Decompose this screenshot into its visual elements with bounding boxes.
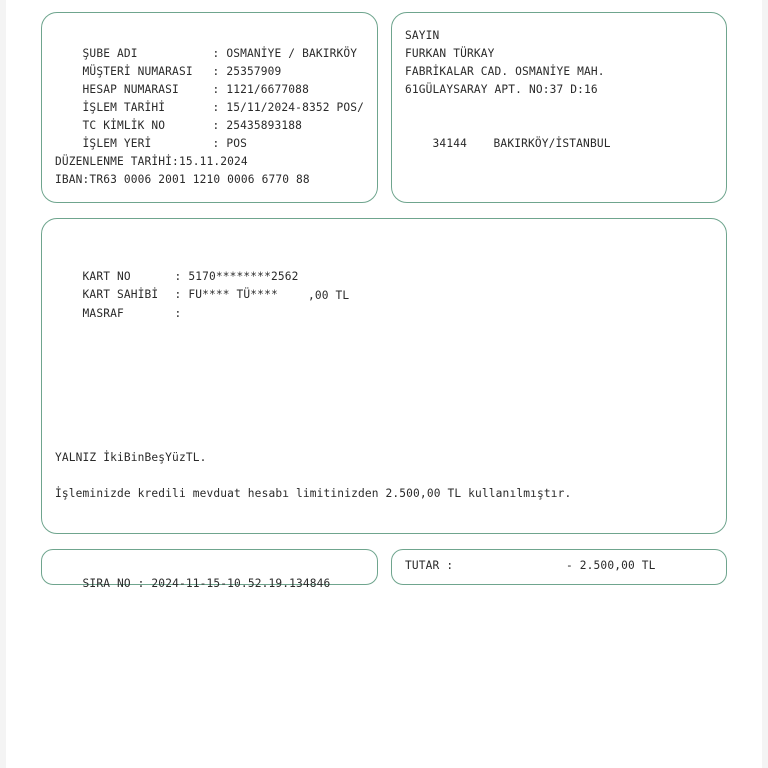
receipt-page bbox=[6, 0, 762, 768]
recipient-box bbox=[391, 12, 727, 203]
customer-number-label: MÜŞTERİ NUMARASI bbox=[82, 65, 193, 78]
colon: : bbox=[174, 270, 189, 283]
fee-row bbox=[55, 287, 181, 341]
sequence-value: 2024-11-15-10.52.19.134846 bbox=[151, 577, 331, 590]
colon: : bbox=[212, 65, 227, 78]
card-holder-label: KART SAHİBİ bbox=[82, 288, 159, 301]
card-holder-value: FU**** TÜ**** bbox=[188, 288, 278, 301]
colon: : bbox=[212, 119, 227, 132]
sequence-row bbox=[55, 557, 330, 611]
colon: : bbox=[212, 101, 227, 114]
sequence-label: SIRA NO : bbox=[82, 577, 145, 590]
transaction-place-label: İŞLEM YERİ bbox=[82, 137, 152, 150]
colon: : bbox=[174, 307, 182, 320]
fee-value: ,00 TL bbox=[308, 289, 350, 302]
national-id-label: TC KİMLİK NO bbox=[82, 119, 166, 132]
customer-number-value: 25357909 bbox=[226, 65, 282, 78]
colon: : bbox=[174, 288, 189, 301]
recipient-postal-row bbox=[405, 117, 611, 171]
recipient-name: FURKAN TÜRKAY bbox=[405, 47, 495, 60]
transaction-place-value: POS bbox=[226, 137, 247, 150]
branch-name-value: OSMANİYE / BAKIRKÖY bbox=[226, 47, 358, 60]
amount-in-words: YALNIZ İkiBinBeşYüzTL. bbox=[55, 451, 207, 464]
recipient-salutation: SAYIN bbox=[405, 29, 440, 42]
card-number-label: KART NO bbox=[82, 270, 131, 283]
card-number-value: 5170********2562 bbox=[188, 270, 299, 283]
colon: : bbox=[212, 83, 227, 96]
transaction-date-label: İŞLEM TARİHİ bbox=[82, 101, 166, 114]
recipient-address-line2: 61GÜLAYSARAY APT. NO:37 D:16 bbox=[405, 83, 598, 96]
transaction-date-value: 15/11/2024-8352 POS/ bbox=[226, 101, 365, 114]
account-number-value: 1121/6677088 bbox=[226, 83, 309, 96]
account-number-label: HESAP NUMARASI bbox=[82, 83, 179, 96]
recipient-city: BAKIRKÖY/İSTANBUL bbox=[493, 137, 611, 150]
iban: IBAN:TR63 0006 2001 1210 0006 6770 88 bbox=[55, 173, 310, 186]
colon: : bbox=[212, 47, 227, 60]
fee-label: MASRAF bbox=[82, 307, 124, 320]
total-label: TUTAR : bbox=[405, 559, 454, 572]
overdraft-note: İşleminizde kredili mevduat hesabı limitinizden 2.500,00 TL kullanılmıştır. bbox=[55, 487, 572, 500]
colon: : bbox=[212, 137, 227, 150]
recipient-postal-code: 34144 bbox=[432, 137, 467, 150]
issue-date: DÜZENLENME TARİHİ:15.11.2024 bbox=[55, 155, 248, 168]
national-id-value: 25435893188 bbox=[226, 119, 303, 132]
branch-name-label: ŞUBE ADI bbox=[82, 47, 138, 60]
recipient-address-line1: FABRİKALAR CAD. OSMANİYE MAH. bbox=[405, 65, 605, 78]
total-value: - 2.500,00 TL bbox=[566, 559, 656, 572]
